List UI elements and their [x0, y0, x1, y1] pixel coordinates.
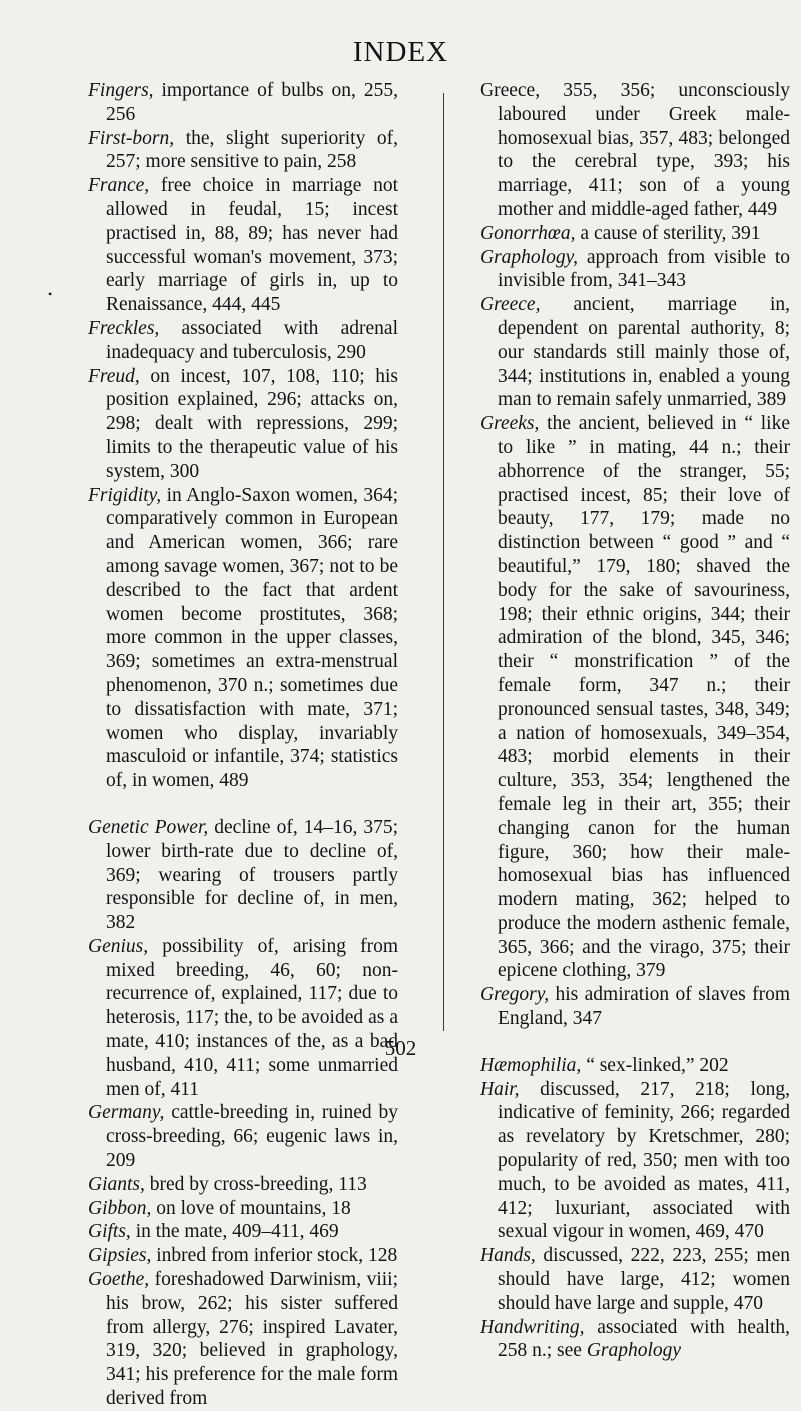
- index-term: Giants,: [88, 1173, 145, 1195]
- index-term: Germany,: [88, 1102, 165, 1124]
- index-entry: [88, 1197, 398, 1221]
- index-references: Greece, 355, 356; unconsciously laboured under Greek male-homosexual bias, 357, 483; belonged to the cerebral type, 393; his marriage, 411; son of a young mother and middle-aged father, 449: [480, 80, 790, 220]
- index-term: Gregory,: [480, 984, 550, 1006]
- index-term: Gifts,: [88, 1221, 131, 1243]
- index-term: Freud,: [88, 365, 140, 387]
- index-references: a cause of sterility, 391: [575, 222, 761, 244]
- index-term: Greeks,: [480, 413, 540, 435]
- index-references: “ sex-linked,” 202: [581, 1054, 729, 1076]
- index-entry: [88, 816, 398, 935]
- index-references: free choice in marriage not allowed in feudal, 15; incest practised in, 88, 89; has never had successful woman's movement, 373; early marriage of girls in, up to Renaissance, 444, 445: [106, 175, 398, 316]
- index-entry: [88, 317, 398, 365]
- index-term: Frigidity,: [88, 484, 162, 506]
- index-entry: [88, 1268, 398, 1411]
- index-references: ancient, marriage in, dependent on parental authority, 8; our standards still mainly those of, 344; institutions in, enabled a young man to remain safely unmarried, 389: [498, 294, 790, 411]
- index-term: Hands,: [480, 1245, 536, 1267]
- page-number: 502: [384, 1036, 417, 1060]
- index-references: inbred from inferior stock, 128: [151, 1245, 398, 1267]
- index-entry: [480, 412, 790, 983]
- index-term: Gipsies,: [88, 1245, 152, 1267]
- index-entry: [88, 365, 398, 484]
- index-references: possibility of, arising from mixed breeding, 46, 60; non-recurrence of, explained, 117; due to heterosis, 117; the, to be avoided as a mate, 410; instances of the, as a bad husband, 410, 411; some unmarried men of, 411: [106, 935, 398, 1100]
- index-references: associated with health, 258 n.; see: [498, 1316, 790, 1362]
- index-term: Freckles,: [88, 317, 160, 339]
- index-references: the ancient, believed in “ like to like ” in mating, 44 n.; their abhorrence of the stranger, 55; practised incest, 85; their love of beauty, 177, 179; made no distinction between “ good ” and “ beautiful,” 179, 180; shaved the body for the sake of savouriness, 198; their ethnic origins, 344; their admiration of the blond, 345, 346; their “ monstrification ” of the female form, 347 n.; their pronounced sensual tastes, 348, 349; a nation of homosexuals, 349–354, 483; morbid elements in their culture, 353, 354; lengthened the female leg in their art, 355; their changing canon for the human figure, 360; how their male-homosexual bias has influenced modern mating, 362; helped to produce the modern asthenic female, 365, 366; and the virago, 375; their epicene clothing, 379: [498, 413, 790, 982]
- index-references: on incest, 107, 108, 110; his position explained, 296; attacks on, 298; dealt with repressions, 299; limits to the therapeutic value of his system, 300: [106, 365, 398, 482]
- index-term: First-born,: [88, 127, 175, 149]
- index-entry: [480, 222, 790, 246]
- index-column-right: [480, 79, 790, 1363]
- index-term: Genetic Power,: [88, 816, 209, 838]
- index-entry: [480, 293, 790, 412]
- index-term: Hair,: [480, 1078, 520, 1100]
- index-entry: [88, 1101, 398, 1172]
- index-entry: [88, 1173, 398, 1197]
- index-entry: [88, 127, 398, 175]
- index-term: Handwriting,: [480, 1316, 585, 1338]
- index-entry: [88, 1220, 398, 1244]
- index-term: Gonorrhœa,: [480, 222, 576, 244]
- index-references: importance of bulbs on, 255, 256: [106, 80, 398, 125]
- index-references: on love of mountains, 18: [151, 1197, 351, 1219]
- index-entry: [88, 1244, 398, 1268]
- index-entry: [480, 79, 790, 222]
- index-entry: [480, 1316, 790, 1364]
- index-entry: [88, 174, 398, 317]
- index-references: approach from visible to invisible from, 341–343: [498, 246, 790, 292]
- index-references: foreshadowed Darwinism, viii; his brow, 262; his sister suffered from allergy, 276; inspired Lavater, 319, 320; believed in graphology, 341; his preference for the male form derived from: [106, 1269, 398, 1410]
- index-references: discussed, 217, 218; long, indicative of feminity, 266; regarded as revelatory by Kretschmer, 280; popularity of red, 350; men with too much, to be avoided as mates, 411, 412; luxuriant, associated with sexual vigour in women, 469, 470: [498, 1078, 790, 1243]
- column-divider: [443, 93, 444, 1031]
- index-references: cattle-breeding in, ruined by cross-breeding, 66; eugenic laws in, 209: [106, 1102, 398, 1172]
- index-entry: [480, 983, 790, 1031]
- index-term: Goethe,: [88, 1269, 150, 1291]
- index-entry: [88, 79, 398, 127]
- index-references: the, slight superiority of, 257; more sensitive to pain, 258: [106, 127, 398, 173]
- index-references: discussed, 222, 223, 255; men should have large, 412; women should have large and supple, 470: [498, 1245, 790, 1314]
- index-references: in Anglo-Saxon women, 364; comparatively common in European and American women, 366; rare among savage women, 367; not to be described to the fact that ardent women become prostitutes, 368; more common in the upper classes, 369; sometimes an extra-menstrual phenomenon, 370 n.; sometimes due to dissatisfaction with mate, 371; women who display, invariably masculoid or infantile, 374; statistics of, in women, 489: [106, 484, 398, 792]
- index-entry: [480, 246, 790, 294]
- index-column-left: [88, 79, 398, 1411]
- index-entry: [480, 1078, 790, 1245]
- index-references: associated with adrenal inadequacy and tuberculosis, 290: [106, 317, 398, 363]
- margin-bullet-mark: •: [48, 287, 53, 301]
- index-term: Hæmophilia,: [480, 1054, 582, 1076]
- index-term: Graphology,: [480, 246, 579, 268]
- index-entry: [88, 484, 398, 793]
- index-cross-reference: Graphology: [586, 1340, 682, 1362]
- index-references: his admiration of slaves from England, 347: [498, 984, 790, 1030]
- index-references: in the mate, 409–411, 469: [130, 1221, 339, 1243]
- index-term: Genius,: [88, 935, 149, 957]
- index-references: decline of, 14–16, 375; lower birth-rate due to decline of, 369; wearing of trousers partly responsible for decline of, in men, 382: [106, 816, 398, 934]
- index-entry: [88, 935, 398, 1102]
- index-references: bred by cross-breeding, 113: [144, 1173, 367, 1195]
- page-title: INDEX: [352, 36, 449, 68]
- index-term: Fingers,: [88, 80, 154, 101]
- index-term: France,: [88, 175, 150, 197]
- index-term: Greece,: [480, 294, 541, 316]
- index-term: Gibbon,: [88, 1197, 152, 1219]
